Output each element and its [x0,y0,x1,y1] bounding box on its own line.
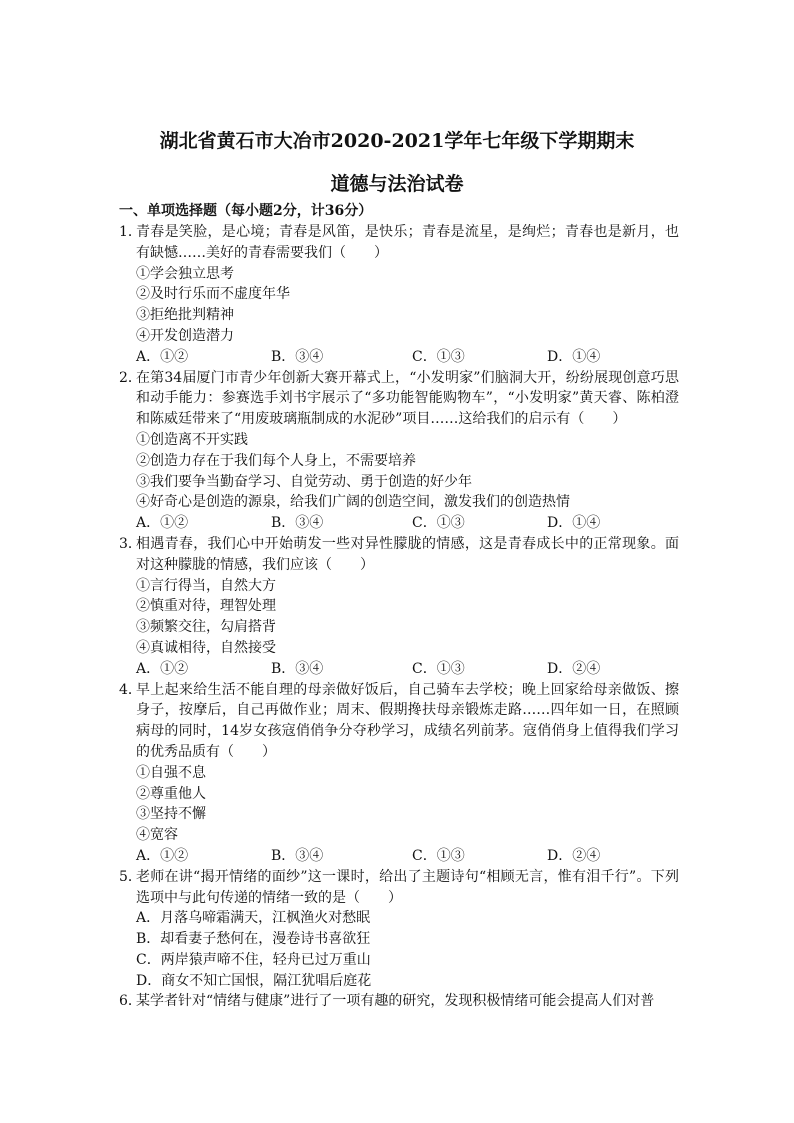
answer-choices [119,846,679,867]
question-3 [119,534,679,680]
answer-choice: A．①② [136,515,189,532]
statement-option: ③我们要争当勤奋学习、自觉劳动、勇于创造的好少年 [136,473,472,490]
statement-option: ③频繁交往，勾肩搭背 [136,619,276,636]
question-1 [119,222,679,368]
answer-choice: C．①③ [412,515,465,532]
answer-choice: D．②④ [547,847,601,864]
statement-option: ②及时行乐而不虚度年华 [136,286,290,303]
statement-option: ④宽容 [136,827,178,844]
statement-option: ①自强不息 [136,764,206,781]
question-text: 某学者针对“情绪与健康”进行了一项有趣的研究，发现积极情绪可能会提高人们对普 [136,993,655,1010]
question-text: 在第34届厦门市青少年创新大赛开幕式上，“小发明家”们脑洞大开，纷纷展现创意巧思和动手能力：参赛选手刘书宇展示了“多功能智能购物车”，“小发明家”黄天睿、陈柏澄和陈威廷带来了“用废玻璃瓶制成的水泥砂”项目……这给我们的启示有（ ） [136,369,679,428]
question-text: 早上起来给生活不能自理的母亲做好饭后，自己骑车去学校；晚上回家给母亲做饭、擦身子，按摩后，自己再做作业；周末、假期搀扶母亲锻炼走路……四年如一日，在照顾病母的同时，14岁女孩寇俏俏争分夺秒学习，成绩名列前茅。寇俏俏身上值得我们学习的优秀品质有（ ） [136,681,679,760]
statement-option: ④真诚相待，自然接受 [136,639,276,656]
statement-option: C．两岸猿声啼不住，轻舟已过万重山 [136,951,371,968]
statement-option: D．商女不知亡国恨，隔江犹唱后庭花 [136,972,372,989]
question-stem [119,534,679,576]
answer-choice: D．①④ [547,515,601,532]
answer-choices [119,659,679,680]
question-stem [119,222,679,264]
exam-title-line2: 道德与法治试卷 [330,173,464,195]
statement-option: A．月落乌啼霜满天，江枫渔火对愁眠 [136,910,371,927]
question-number: 2． [119,369,142,386]
answer-choice: B．③④ [271,847,324,864]
answer-choice: B．③④ [271,660,324,677]
answer-choice: C．①③ [412,348,465,365]
answer-choice: D．②④ [547,660,601,677]
answer-choice: B．③④ [271,348,324,365]
answer-choice: B．③④ [271,515,324,532]
answer-choice: C．①③ [412,847,465,864]
question-text: 老师在讲“揭开情绪的面纱”这一课时，给出了主题诗句“相顾无言，惟有泪千行”。下列选项中与此句传递的情绪一致的是（ ） [136,868,679,906]
statement-option: ②慎重对待，理智处理 [136,598,276,615]
question-stem [119,867,679,909]
question-4 [119,680,679,867]
question-stem [119,680,679,763]
statement-option: ④好奇心是创造的源泉，给我们广阔的创造空间，激发我们的创造热情 [136,494,570,511]
question-stem [119,991,679,1012]
question-number: 1． [119,224,142,240]
question-number: 4． [119,681,142,698]
answer-choice: C．①③ [412,660,465,677]
question-text: 相遇青春，我们心中开始萌发一些对异性朦胧的情感，这是青春成长中的正常现象。面对这种朦胧的情感，我们应该（ ） [136,535,679,573]
answer-choice: D．①④ [547,348,601,365]
statement-option: ③坚持不懈 [136,806,206,823]
statement-option: ②尊重他人 [136,785,206,802]
statement-option: B．却看妻子愁何在，漫卷诗书喜欲狂 [136,931,371,948]
answer-choice: A．①② [136,660,189,677]
statement-option: ①创造离不开实践 [136,431,248,448]
question-6 [119,991,679,1012]
answer-choices [119,513,679,534]
question-text: 青春是笑脸，是心境；青春是风笛，是快乐；青春是流星，是绚烂；青春也是新月，也有缺憾……美好的青春需要我们（ ） [136,224,679,261]
question-stem [119,368,679,430]
statement-option: ①言行得当，自然大方 [136,577,276,594]
statement-option: ①学会独立思考 [136,265,234,282]
question-number: 5． [119,868,142,885]
question-number: 3． [119,535,142,552]
exam-title-line1: 湖北省黄石市大冶市2020-2021学年七年级下学期期末 [159,130,635,152]
statement-option: ④开发创造潜力 [136,327,234,344]
question-list [119,222,679,1012]
question-2 [119,368,679,534]
question-number: 6． [119,993,142,1010]
answer-choice: A．①② [136,348,189,365]
answer-choices [119,347,679,368]
question-5 [119,867,679,992]
statement-option: ②创造力存在于我们每个人身上，不需要培养 [136,452,416,469]
statement-option: ③拒绝批判精神 [136,307,234,324]
section-heading: 一、单项选择题（每小题2分，计36分） [119,203,373,219]
answer-choice: A．①② [136,847,189,864]
